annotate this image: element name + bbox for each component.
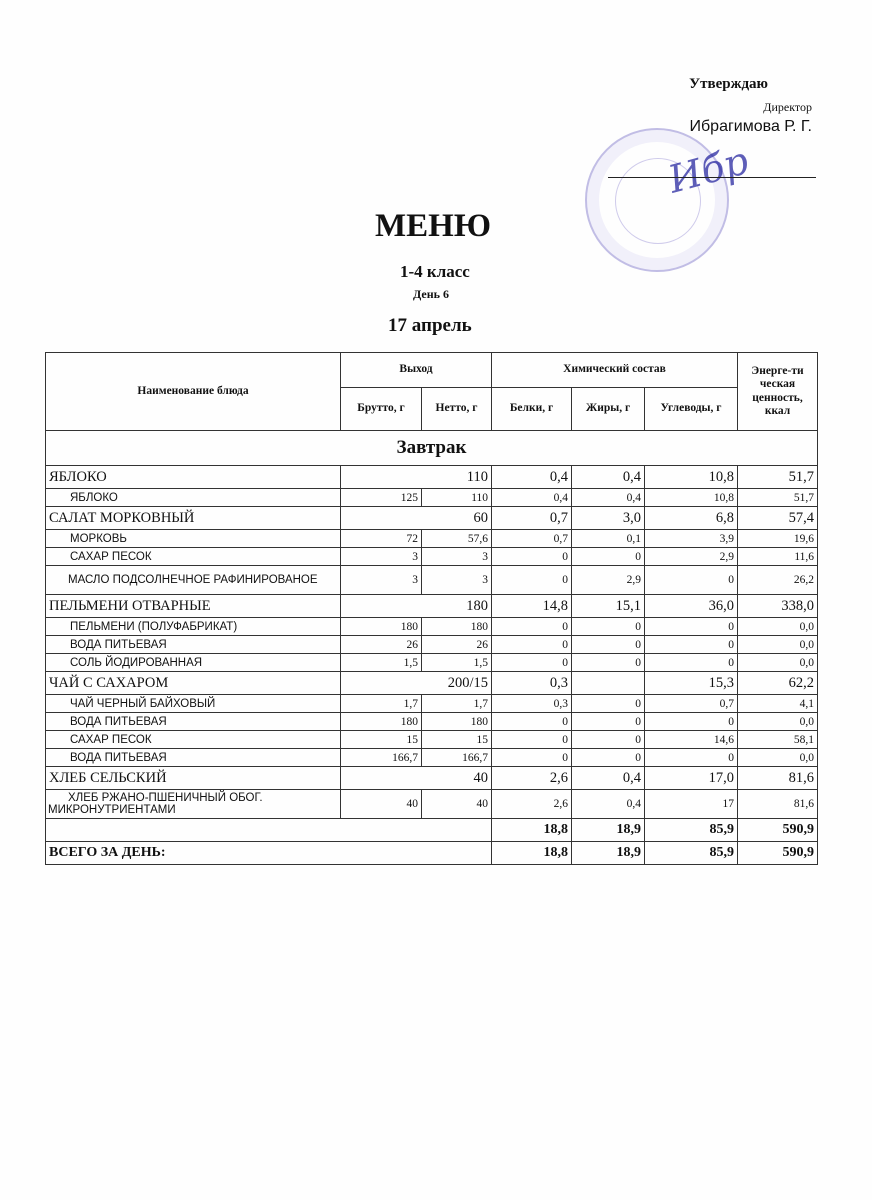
net-weight: 180 (422, 618, 492, 636)
fat-value: 15,1 (572, 595, 645, 618)
energy-value: 62,2 (738, 672, 818, 695)
net-weight: 57,6 (422, 530, 492, 548)
ingredient-name: ЯБЛОКО (46, 489, 341, 507)
gross-weight: 3 (341, 548, 422, 566)
energy-value: 0,0 (738, 654, 818, 672)
energy-value: 338,0 (738, 595, 818, 618)
total-energy: 590,9 (738, 819, 818, 842)
energy-value: 51,7 (738, 466, 818, 489)
carbs-value: 17 (645, 790, 738, 819)
total-label: ВСЕГО ЗА ДЕНЬ: (46, 842, 492, 865)
ingredient-row (46, 731, 818, 749)
energy-value: 58,1 (738, 731, 818, 749)
energy-value: 19,6 (738, 530, 818, 548)
dish-name: ЧАЙ С САХАРОМ (46, 672, 341, 695)
meal-total-row (46, 819, 818, 842)
dish-output: 180 (341, 595, 492, 618)
ingredient-name: САХАР ПЕСОК (46, 548, 341, 566)
gross-weight: 15 (341, 731, 422, 749)
carbs-value: 0 (645, 566, 738, 595)
director-position: Директор (763, 100, 812, 114)
fat-value: 0 (572, 636, 645, 654)
dish-name: ХЛЕБ СЕЛЬСКИЙ (46, 767, 341, 790)
carbs-value: 36,0 (645, 595, 738, 618)
ingredient-row (46, 790, 818, 819)
fat-value: 0 (572, 548, 645, 566)
net-weight: 3 (422, 566, 492, 595)
fat-value: 0,4 (572, 767, 645, 790)
protein-value: 0 (492, 713, 572, 731)
gross-weight: 125 (341, 489, 422, 507)
ingredient-row (46, 489, 818, 507)
dish-output: 60 (341, 507, 492, 530)
dish-row (46, 507, 818, 530)
energy-value: 81,6 (738, 767, 818, 790)
date-label: 17 апрель (388, 315, 472, 336)
net-weight: 40 (422, 790, 492, 819)
protein-value: 0,3 (492, 695, 572, 713)
carbs-value: 0 (645, 636, 738, 654)
carbs-value: 10,8 (645, 466, 738, 489)
protein-value: 0,7 (492, 530, 572, 548)
protein-value: 0,3 (492, 672, 572, 695)
fat-value: 0,1 (572, 530, 645, 548)
carbs-value: 3,9 (645, 530, 738, 548)
gross-weight: 3 (341, 566, 422, 595)
ingredient-row (46, 695, 818, 713)
col-header-fat: Жиры, г (572, 388, 645, 431)
fat-value: 3,0 (572, 507, 645, 530)
carbs-value: 14,6 (645, 731, 738, 749)
meal-section-title: Завтрак (46, 431, 818, 466)
carbs-value: 0 (645, 713, 738, 731)
ingredient-name: МОРКОВЬ (46, 530, 341, 548)
ingredient-row (46, 618, 818, 636)
carbs-value: 2,9 (645, 548, 738, 566)
carbs-value: 0 (645, 749, 738, 767)
col-header-net: Нетто, г (422, 388, 492, 431)
gross-weight: 180 (341, 713, 422, 731)
fat-value: 0 (572, 731, 645, 749)
signature: Ибр (663, 138, 753, 202)
ingredient-name: ЧАЙ ЧЕРНЫЙ БАЙХОВЫЙ (46, 695, 341, 713)
total-carbs: 85,9 (645, 819, 738, 842)
gross-weight: 26 (341, 636, 422, 654)
ingredient-name: ХЛЕБ РЖАНО-ПШЕНИЧНЫЙ ОБОГ. МИКРОНУТРИЕНТАМИ (46, 790, 341, 819)
total-label (46, 819, 492, 842)
energy-value: 26,2 (738, 566, 818, 595)
net-weight: 26 (422, 636, 492, 654)
protein-value: 0 (492, 566, 572, 595)
fat-value: 0,4 (572, 466, 645, 489)
day-total-row (46, 842, 818, 865)
energy-value: 81,6 (738, 790, 818, 819)
energy-value: 0,0 (738, 636, 818, 654)
fat-value: 0 (572, 713, 645, 731)
net-weight: 180 (422, 713, 492, 731)
ingredient-name: МАСЛО ПОДСОЛНЕЧНОЕ РАФИНИРОВАНОЕ (46, 566, 341, 595)
ingredient-row (46, 713, 818, 731)
protein-value: 14,8 (492, 595, 572, 618)
protein-value: 0 (492, 654, 572, 672)
total-fat: 18,9 (572, 842, 645, 865)
menu-table (45, 352, 818, 865)
total-protein: 18,8 (492, 819, 572, 842)
dish-output: 40 (341, 767, 492, 790)
day-label: День 6 (413, 287, 449, 301)
protein-value: 0 (492, 731, 572, 749)
col-header-chemical: Химический состав (492, 353, 738, 388)
energy-value: 0,0 (738, 618, 818, 636)
protein-value: 0,4 (492, 489, 572, 507)
ingredient-row (46, 530, 818, 548)
carbs-value: 0,7 (645, 695, 738, 713)
carbs-value: 10,8 (645, 489, 738, 507)
approve-label: Утверждаю (689, 76, 768, 92)
net-weight: 166,7 (422, 749, 492, 767)
fat-value: 0 (572, 618, 645, 636)
col-header-energy: Энерге-ти ческая ценность, ккал (738, 353, 818, 431)
ingredient-row (46, 654, 818, 672)
net-weight: 110 (422, 489, 492, 507)
dish-row (46, 595, 818, 618)
protein-value: 0,7 (492, 507, 572, 530)
net-weight: 1,7 (422, 695, 492, 713)
energy-value: 51,7 (738, 489, 818, 507)
carbs-value: 6,8 (645, 507, 738, 530)
protein-value: 0 (492, 749, 572, 767)
carbs-value: 0 (645, 654, 738, 672)
fat-value: 0,4 (572, 489, 645, 507)
ingredient-name: ПЕЛЬМЕНИ (ПОЛУФАБРИКАТ) (46, 618, 341, 636)
gross-weight: 40 (341, 790, 422, 819)
net-weight: 1,5 (422, 654, 492, 672)
total-protein: 18,8 (492, 842, 572, 865)
protein-value: 0,4 (492, 466, 572, 489)
gross-weight: 180 (341, 618, 422, 636)
protein-value: 0 (492, 548, 572, 566)
col-header-name: Наименование блюда (46, 353, 341, 431)
page-title: МЕНЮ (375, 208, 491, 244)
fat-value: 0,4 (572, 790, 645, 819)
net-weight: 3 (422, 548, 492, 566)
ingredient-name: ВОДА ПИТЬЕВАЯ (46, 636, 341, 654)
dish-name: САЛАТ МОРКОВНЫЙ (46, 507, 341, 530)
grade-label: 1-4 класс (400, 262, 470, 281)
col-header-carbs: Углеводы, г (645, 388, 738, 431)
total-fat: 18,9 (572, 819, 645, 842)
ingredient-name: САХАР ПЕСОК (46, 731, 341, 749)
dish-name: ПЕЛЬМЕНИ ОТВАРНЫЕ (46, 595, 341, 618)
dish-row (46, 767, 818, 790)
dish-row (46, 672, 818, 695)
carbs-value: 15,3 (645, 672, 738, 695)
dish-name: ЯБЛОКО (46, 466, 341, 489)
gross-weight: 1,7 (341, 695, 422, 713)
fat-value: 0 (572, 654, 645, 672)
ingredient-name: СОЛЬ ЙОДИРОВАННАЯ (46, 654, 341, 672)
protein-value: 0 (492, 618, 572, 636)
col-header-gross: Брутто, г (341, 388, 422, 431)
fat-value: 0 (572, 749, 645, 767)
energy-value: 4,1 (738, 695, 818, 713)
fat-value (572, 672, 645, 695)
signature-line (608, 177, 816, 178)
energy-value: 11,6 (738, 548, 818, 566)
protein-value: 2,6 (492, 790, 572, 819)
carbs-value: 17,0 (645, 767, 738, 790)
total-carbs: 85,9 (645, 842, 738, 865)
dish-output: 110 (341, 466, 492, 489)
col-header-protein: Белки, г (492, 388, 572, 431)
energy-value: 0,0 (738, 749, 818, 767)
ingredient-row (46, 636, 818, 654)
carbs-value: 0 (645, 618, 738, 636)
energy-value: 0,0 (738, 713, 818, 731)
ingredient-row (46, 749, 818, 767)
ingredient-name: ВОДА ПИТЬЕВАЯ (46, 713, 341, 731)
gross-weight: 72 (341, 530, 422, 548)
fat-value: 0 (572, 695, 645, 713)
ingredient-name: ВОДА ПИТЬЕВАЯ (46, 749, 341, 767)
protein-value: 0 (492, 636, 572, 654)
ingredient-row (46, 548, 818, 566)
protein-value: 2,6 (492, 767, 572, 790)
dish-output: 200/15 (341, 672, 492, 695)
net-weight: 15 (422, 731, 492, 749)
gross-weight: 1,5 (341, 654, 422, 672)
energy-value: 57,4 (738, 507, 818, 530)
ingredient-row (46, 566, 818, 595)
col-header-output: Выход (341, 353, 492, 388)
gross-weight: 166,7 (341, 749, 422, 767)
director-name: Ибрагимова Р. Г. (689, 118, 812, 135)
fat-value: 2,9 (572, 566, 645, 595)
total-energy: 590,9 (738, 842, 818, 865)
dish-row (46, 466, 818, 489)
